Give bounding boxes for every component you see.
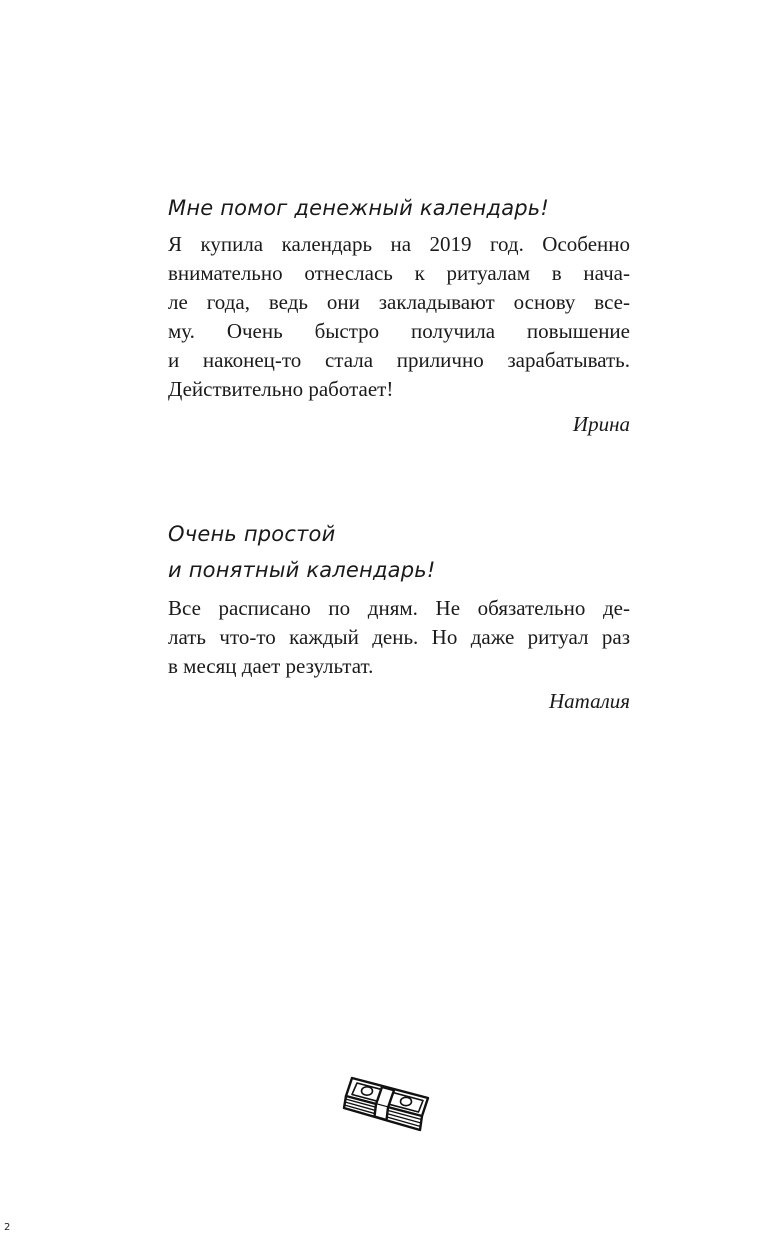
review-body [168, 594, 630, 681]
review-author: Ирина [572, 412, 630, 436]
review-title [168, 190, 630, 226]
review-body-line: и наконец-то стала прилично зарабатывать. [168, 348, 630, 372]
review-body-line: Я купила календарь на 2019 год. Особенно [168, 232, 630, 256]
review-body-line: Действительно работает! [168, 377, 394, 401]
review-title-line: и понятный календарь! [168, 558, 436, 582]
review-title-line: Очень простой [168, 522, 336, 546]
review-title-line: Мне помог денежный календарь! [168, 196, 550, 220]
review-body-line: внимательно отнеслась к ритуалам в нача- [168, 261, 630, 285]
review-body [168, 230, 630, 404]
page-number: 2 [4, 1222, 11, 1233]
review-body-line: ле года, ведь они закладывают основу все- [168, 290, 630, 314]
review-natalia [168, 516, 630, 716]
review-irina [168, 190, 630, 439]
review-body-line: му. Очень быстро получила повышение [168, 319, 630, 343]
review-author: Наталия [548, 689, 630, 713]
money-stack-icon [338, 1072, 434, 1138]
review-body-line: в месяц дает результат. [168, 654, 374, 678]
review-body-line: Все расписано по дням. Не обязательно де- [168, 596, 630, 620]
review-body-line: лать что-то каждый день. Но даже ритуал раз [168, 625, 630, 649]
review-title [168, 516, 630, 588]
